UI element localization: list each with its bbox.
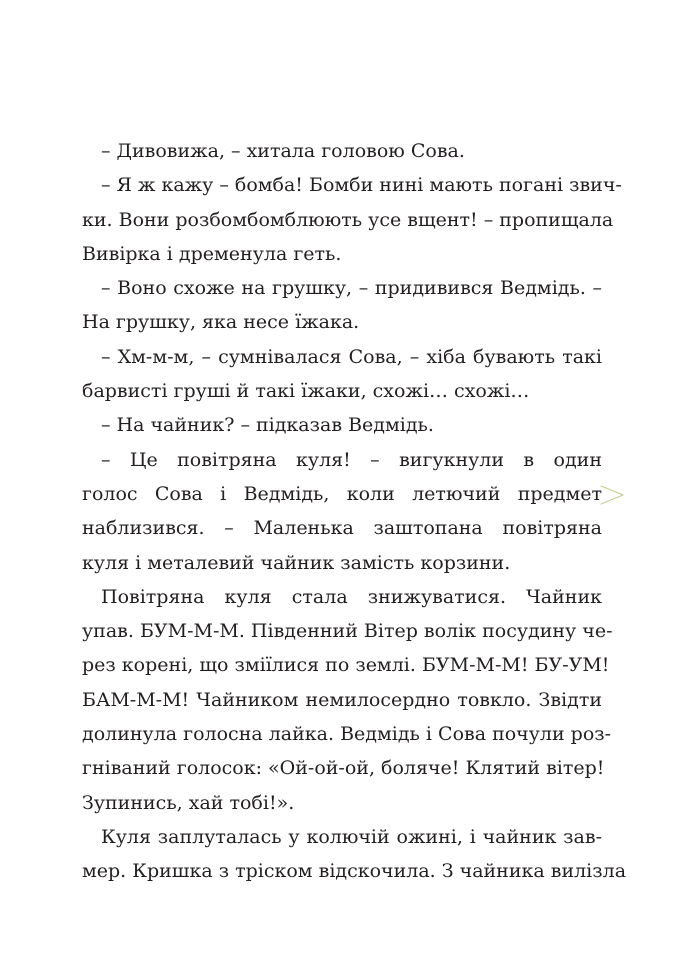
text-line: БАМ-М-М! Чайником немилосердно товкло. Звідти — [82, 688, 602, 711]
text-line: – Я ж кажу – бомба! Бомби нині мають погані звич- — [101, 174, 622, 197]
text-line: На грушку, яка несе їжака. — [82, 311, 360, 334]
text-line: – Воно схоже на грушку, – придивився Ведмідь. – — [101, 277, 602, 300]
chevron-right-icon-path — [601, 486, 623, 504]
text-line: рез корені, що зміїлися по землі. БУМ-М-М! БУ-УМ! — [82, 654, 610, 677]
text-line: Куля заплуталась у колючій ожині, і чайник зав- — [101, 825, 602, 848]
text-line: – Хм-м-м, – сумнівалася Сова, – хіба бувають такі — [101, 345, 602, 368]
text-line: наблизився. – Маленька заштопана повітряна — [82, 517, 602, 540]
text-line: куля і металевий чайник замість корзини. — [82, 551, 511, 574]
story-text — [82, 134, 627, 889]
text-line: – На чайник? – підказав Ведмідь. — [101, 414, 434, 437]
text-line: Повітряна куля стала знижуватися. Чайник — [101, 585, 602, 608]
text-line: голос Сова і Ведмідь, коли летючий предмет — [82, 482, 602, 505]
text-line: – Дивовижа, – хитала головою Сова. — [101, 140, 465, 162]
chevron-right-icon — [599, 484, 627, 506]
text-line: гніваний голосок: «Ой-ой-ой, боляче! Клятий вітер! — [82, 757, 605, 780]
text-line: долинула голосна лайка. Ведмідь і Сова почули роз- — [82, 723, 612, 746]
text-line: Зупинись, хай тобі!». — [82, 791, 295, 814]
text-line: ки. Вони розбомбомблюють усе вщент! – пропищала — [82, 208, 614, 231]
text-line: упав. БУМ-М-М. Південний Вітер волік посудину че- — [82, 620, 613, 643]
text-line: барвисті груші й такі їжаки, схожі… схожі… — [82, 380, 530, 403]
text-line: мер. Кришка з тріском відскочила. З чайника вилізла — [82, 860, 627, 883]
text-line: Вивірка і дременула геть. — [82, 242, 342, 265]
text-line: – Це повітряна куля! – вигукнули в один — [101, 448, 602, 471]
